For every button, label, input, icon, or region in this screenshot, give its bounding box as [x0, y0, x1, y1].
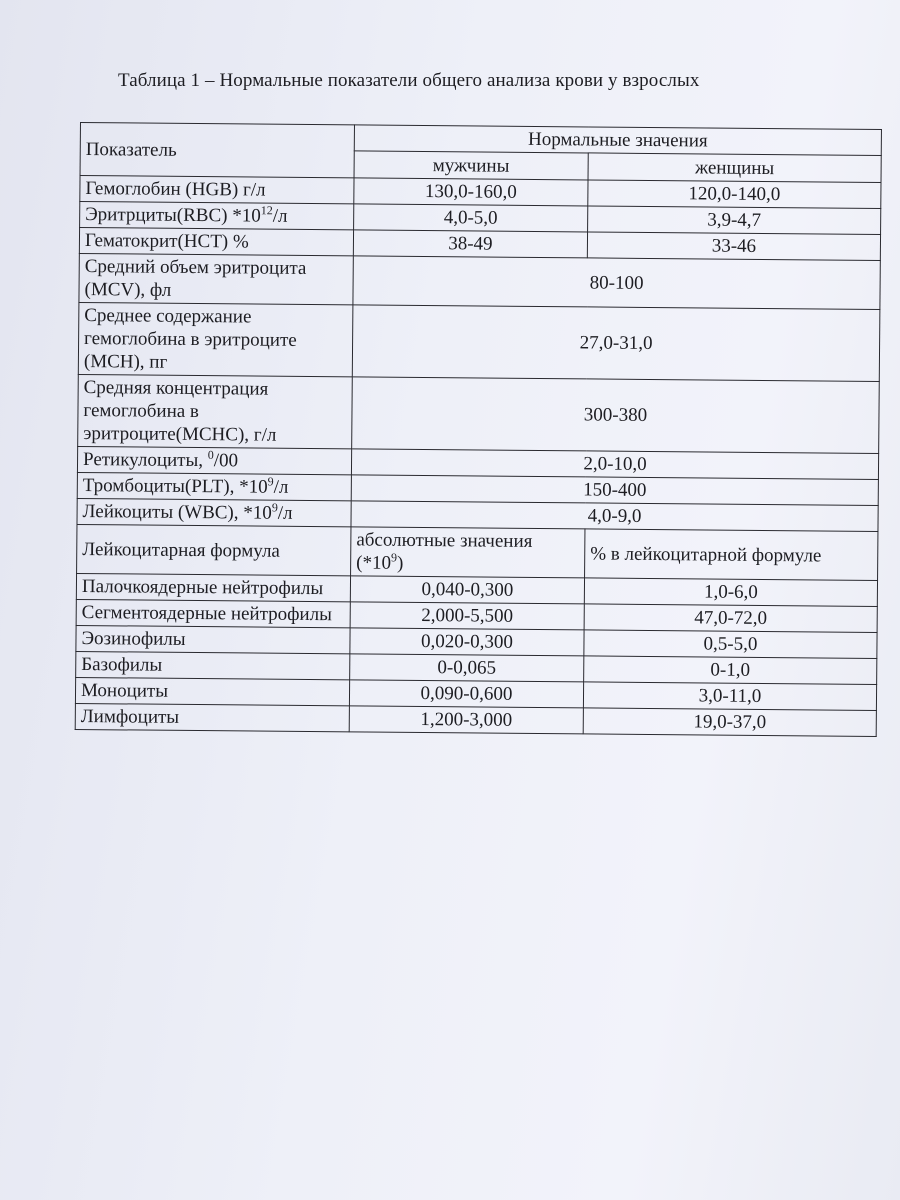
normal-value-cell: 2,0-10,0	[351, 449, 878, 480]
indicator-cell	[77, 498, 351, 526]
percent-value-cell: 19,0-37,0	[583, 708, 876, 737]
men-value-cell: 38-49	[353, 230, 587, 258]
cell-type-cell: Эозинофилы	[76, 625, 350, 653]
row-label-unit: /л	[273, 476, 289, 498]
indicator-cell	[80, 176, 354, 204]
absolute-value-cell: 1,200-3,000	[349, 706, 583, 734]
header-women: женщины	[588, 153, 881, 183]
indicator-cell	[80, 202, 354, 230]
formula-header-absolute-close: )	[396, 552, 404, 574]
blood-test-table	[75, 122, 882, 737]
formula-header-absolute-text: абсолютные значения (*10	[356, 529, 533, 574]
women-value-cell: 3,9-4,7	[588, 206, 881, 235]
absolute-value-cell: 0,040-0,300	[350, 576, 584, 604]
table-row	[78, 302, 880, 381]
formula-header-absolute-superscript: 9	[390, 550, 398, 565]
row-label-superscript: 9	[271, 500, 278, 515]
women-value-cell: 33-46	[587, 232, 880, 261]
row-label-superscript: 9	[267, 474, 274, 489]
row-label-unit: /л	[277, 502, 293, 524]
row-label-text: Эритрциты(RBC) *10	[85, 204, 261, 227]
normal-value-cell: 4,0-9,0	[351, 501, 878, 532]
formula-header-percent: % в лейкоцитарной формуле	[585, 529, 878, 581]
header-indicator: Показатель	[80, 123, 354, 178]
table-row	[78, 374, 880, 453]
row-label-text: Средний объем эритроцита (MCV), фл	[84, 256, 307, 301]
cell-type-cell: Палочкоядерные нейтрофилы	[76, 573, 350, 601]
percent-value-cell: 0-1,0	[584, 656, 877, 685]
row-label-text: Гемоглобин (HGB) г/л	[85, 178, 266, 201]
absolute-value-cell: 0,020-0,300	[350, 628, 584, 656]
absolute-value-cell: 0,090-0,600	[349, 680, 583, 708]
indicator-cell	[77, 472, 351, 500]
normal-value-cell: 27,0-31,0	[352, 305, 880, 382]
formula-header-row	[77, 524, 878, 580]
percent-value-cell: 1,0-6,0	[584, 578, 877, 607]
row-label-unit: /л	[272, 205, 288, 227]
row-label-text: Тромбоциты(PLT), *10	[82, 475, 268, 498]
row-label-superscript: 0	[207, 447, 214, 462]
absolute-value-cell: 2,000-5,500	[350, 602, 584, 630]
indicator-cell	[79, 253, 353, 304]
header-normal-values: Нормальные значения	[354, 125, 881, 156]
absolute-value-cell: 0-0,065	[350, 654, 584, 682]
percent-value-cell: 0,5-5,0	[584, 630, 877, 659]
formula-header-label: Лейкоцитарная формула	[77, 524, 351, 575]
row-label-text: Среднее содержание гемоглобина в эритроците (MCH), пг	[83, 305, 297, 373]
cell-type-cell: Базофилы	[76, 651, 350, 679]
cell-type-cell: Моноциты	[75, 677, 349, 705]
row-label-text: Средняя концентрация гемоглобина в эритроците(MCHC), г/л	[83, 377, 277, 446]
cell-type-cell: Сегментоядерные нейтрофилы	[76, 599, 350, 627]
cell-type-cell: Лимфоциты	[75, 703, 349, 731]
indicator-cell	[77, 446, 351, 474]
row-label-text: Лейкоциты (WBC), *10	[82, 501, 272, 524]
indicator-cell	[78, 302, 353, 376]
row-label-text: Гематокрит(HCT) %	[84, 230, 249, 253]
normal-value-cell: 80-100	[353, 256, 880, 310]
normal-value-cell: 300-380	[352, 377, 880, 454]
men-value-cell: 130,0-160,0	[354, 178, 588, 206]
indicator-cell	[78, 374, 353, 448]
formula-header-absolute	[351, 527, 585, 578]
table-row	[79, 253, 880, 309]
men-value-cell: 4,0-5,0	[354, 204, 588, 232]
percent-value-cell: 47,0-72,0	[584, 604, 877, 633]
header-men: мужчины	[354, 151, 588, 180]
header-row	[80, 123, 881, 156]
table-caption: Таблица 1 – Нормальные показатели общего анализа крови у взрослых	[118, 70, 700, 91]
indicator-cell	[79, 228, 353, 256]
row-label-unit: /00	[213, 450, 239, 472]
row-label-superscript: 12	[260, 203, 273, 218]
row-label-text: Ретикулоциты,	[82, 449, 208, 472]
percent-value-cell: 3,0-11,0	[583, 682, 876, 711]
women-value-cell: 120,0-140,0	[588, 180, 881, 209]
normal-value-cell: 150-400	[351, 475, 878, 506]
